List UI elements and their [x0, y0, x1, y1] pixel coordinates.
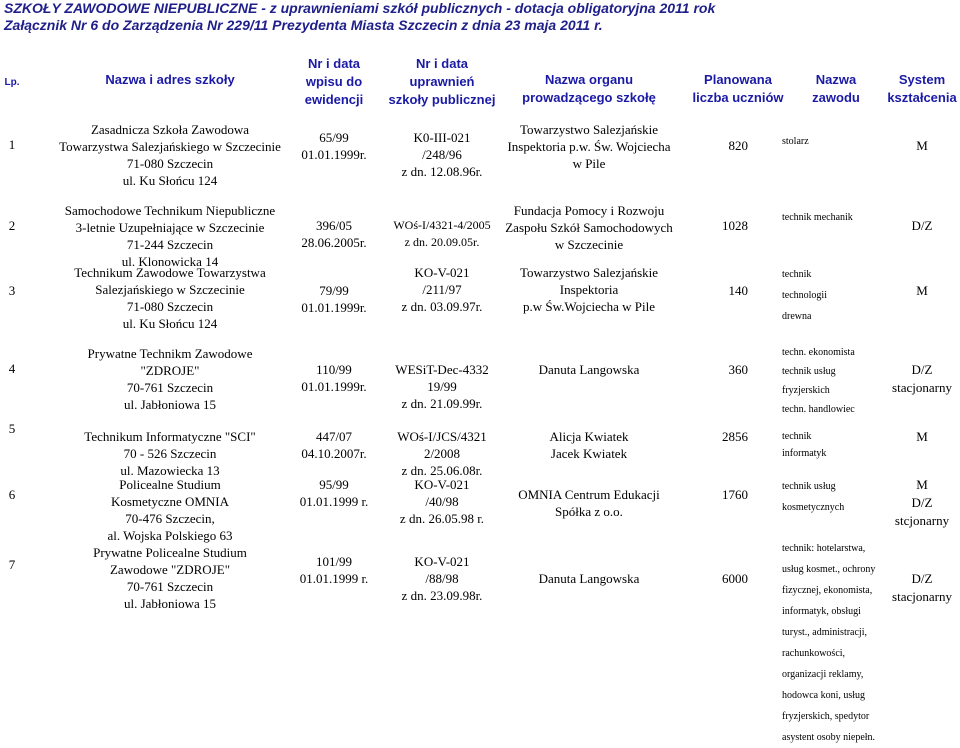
school-name-line: Kosmetyczne OMNIA [110, 494, 230, 509]
header-name: Nazwa i adres szkoły [105, 72, 235, 87]
organ-line: Fundacja Pomocy i Rozwoju [513, 203, 665, 218]
school-name-line: ul. Klonowicka 14 [121, 254, 219, 269]
profession-line: asystent osoby niepełn. [782, 732, 876, 743]
profession-line: turyst., administracji, [782, 627, 867, 638]
profession-line: technik usług [782, 481, 836, 492]
planned-students: 1028 [722, 218, 748, 233]
school-name-line: 71-244 Szczecin [126, 237, 214, 252]
permission-line: z dn. 25.06.08r. [401, 463, 483, 478]
school-name-line: Salezjańskiego w Szczecinie [95, 282, 245, 297]
school-name-line: ul. Ku Słońcu 124 [122, 316, 218, 331]
school-name-line: ul. Ku Słońcu 124 [122, 173, 218, 188]
profession-line: fryzjerskich [782, 385, 830, 396]
school-name-line: Zasadnicza Szkoła Zawodowa [90, 122, 250, 137]
header-org: prowadzącego szkołę [522, 90, 656, 105]
organ-line: w Pile [572, 156, 606, 171]
school-name-line: 70-761 Szczecin [126, 380, 214, 395]
permission-line: WESiT-Dec-4332 [395, 362, 489, 377]
registration-line: 396/05 [315, 218, 353, 233]
header-prof: Nazwa [815, 72, 857, 87]
education-system: stcjonarny [894, 513, 950, 528]
row-number: 6 [8, 487, 16, 502]
permission-line: z dn. 26.05.98 r. [399, 511, 485, 526]
row-number: 4 [8, 361, 16, 376]
profession-line: techn. handlowiec [782, 404, 855, 415]
profession-line: technik mechanik [782, 212, 853, 223]
permission-line: WOś-I/4321-4/2005 [393, 218, 491, 232]
header-org: Nazwa organu [544, 72, 634, 87]
organ-line: Danuta Langowska [538, 571, 640, 586]
school-name-line: Technikum Informatyczne "SCI" [84, 429, 256, 444]
profession-line: organizacji reklamy, [782, 669, 864, 680]
school-name-line: 70-761 Szczecin [126, 579, 214, 594]
education-system: M [916, 138, 928, 153]
planned-students: 360 [728, 362, 748, 377]
education-system: M [916, 477, 928, 492]
school-name-line: Technikum Zawodowe Towarzystwa [74, 265, 266, 280]
row-number: 5 [8, 421, 16, 436]
school-name-line: 71-080 Szczecin [126, 156, 214, 171]
education-system: D/Z [911, 571, 933, 586]
organ-line: OMNIA Centrum Edukacji [518, 487, 660, 502]
education-system: stacjonarny [892, 589, 952, 604]
registration-line: 28.06.2005r. [301, 235, 367, 250]
row-number: 2 [8, 218, 16, 233]
school-name-line: ul. Jabłoniowa 15 [123, 596, 217, 611]
registration-line: 95/99 [319, 477, 349, 492]
permission-line: K0-III-021 [413, 130, 471, 145]
education-system: stacjonarny [892, 380, 952, 395]
profession-line: technologii [782, 290, 827, 301]
permission-line: /40/98 [425, 494, 459, 509]
profession-line: fryzjerskich, spedytor [782, 711, 870, 722]
school-name-line: "ZDROJE" [140, 363, 200, 378]
organ-line: p.w Św.Wojciecha w Pile [522, 299, 656, 314]
school-name-line: Prywatne Policealne Studium [93, 545, 247, 560]
school-name-line: ul. Jabłoniowa 15 [123, 397, 217, 412]
permission-line: 2/2008 [423, 446, 461, 461]
permission-line: /211/97 [422, 282, 462, 297]
registration-line: 101/99 [315, 554, 353, 569]
profession-line: informatyk [782, 448, 827, 459]
profession-line: stolarz [782, 136, 809, 147]
permission-line: z dn. 03.09.97r. [401, 299, 483, 314]
header-perm: uprawnień [409, 74, 475, 89]
registration-line: 01.01.1999r. [301, 300, 367, 315]
row-number: 1 [8, 137, 16, 152]
planned-students: 2856 [722, 429, 748, 444]
school-name-line: Zawodowe "ZDROJE" [109, 562, 231, 577]
education-system: M [916, 283, 928, 298]
header-sys: System [898, 72, 946, 87]
permission-line: KO-V-021 [414, 477, 470, 492]
permission-line: KO-V-021 [414, 265, 470, 280]
permission-line: z dn. 23.09.98r. [401, 588, 483, 603]
profession-line: technik [782, 269, 812, 280]
profession-line: techn. ekonomista [782, 347, 855, 358]
school-name-line: 3-letnie Uzupełniające w Szczecinie [75, 220, 265, 235]
profession-line: technik usług [782, 366, 836, 377]
profession-line: usług kosmet., ochrony [782, 564, 876, 575]
header-perm: Nr i data [415, 56, 469, 71]
registration-line: 110/99 [316, 362, 352, 377]
organ-line: w Szczecinie [554, 237, 624, 252]
document-subtitle: Załącznik Nr 6 do Zarządzenia Nr 229/11 Prezydenta Miasta Szczecin z dnia 23 maja 2011 r. [4, 17, 603, 33]
profession-line: hodowca koni, usług [782, 690, 866, 701]
planned-students: 6000 [722, 571, 748, 586]
registration-line: 65/99 [319, 130, 349, 145]
row-number: 3 [8, 283, 16, 298]
education-system: D/Z [911, 362, 933, 377]
permission-line: KO-V-021 [414, 554, 470, 569]
organ-line: Alicja Kwiatek [549, 429, 629, 444]
registration-line: 01.01.1999 r. [299, 571, 369, 586]
school-name-line: 70 - 526 Szczecin [123, 446, 217, 461]
school-name-line: ul. Mazowiecka 13 [120, 463, 220, 478]
header-perm: szkoły publicznej [388, 92, 496, 107]
permission-line: /88/98 [425, 571, 459, 586]
permission-line: z dn. 20.09.05r. [404, 235, 480, 249]
profession-line: fizycznej, ekonomista, [782, 585, 873, 596]
school-name-line: Policealne Studium [119, 477, 221, 492]
header-lp: Lp. [4, 77, 20, 88]
registration-line: 01.01.1999 r. [299, 494, 369, 509]
header-sys: kształcenia [887, 90, 957, 105]
profession-line: drewna [782, 311, 812, 322]
planned-students: 820 [728, 138, 748, 153]
education-system: D/Z [911, 218, 933, 233]
profession-line: technik: hotelarstwa, [782, 543, 866, 554]
header-reg: ewidencji [304, 92, 364, 107]
organ-line: Towarzystwo Salezjańskie [519, 265, 659, 280]
education-system: M [916, 429, 928, 444]
education-system: D/Z [911, 495, 933, 510]
registration-line: 447/07 [315, 429, 353, 444]
school-name-line: 70-476 Szczecin, [125, 511, 215, 526]
organ-line: Spółka z o.o. [555, 504, 623, 519]
header-plan: liczba uczniów [692, 90, 784, 105]
registration-line: 01.01.1999r. [301, 379, 367, 394]
profession-line: informatyk, obsługi [782, 606, 861, 617]
permission-line: 19/99 [427, 379, 457, 394]
organ-line: Jacek Kwiatek [550, 446, 628, 461]
organ-line: Zaspołu Szkół Samochodowych [505, 220, 673, 235]
profession-line: kosmetycznych [782, 502, 845, 513]
school-name-line: 71-080 Szczecin [126, 299, 214, 314]
permission-line: /248/96 [422, 147, 462, 162]
organ-line: Towarzystwo Salezjańskie [519, 122, 659, 137]
planned-students: 140 [728, 283, 748, 298]
registration-line: 01.01.1999r. [301, 147, 367, 162]
row-number: 7 [8, 557, 16, 572]
registration-line: 04.10.2007r. [301, 446, 367, 461]
registration-line: 79/99 [319, 283, 349, 298]
school-name-line: Samochodowe Technikum Niepubliczne [64, 203, 276, 218]
planned-students: 1760 [722, 487, 748, 502]
school-name-line: Prywatne Technikm Zawodowe [87, 346, 253, 361]
header-plan: Planowana [704, 72, 772, 87]
header-reg: Nr i data [307, 56, 361, 71]
school-name-line: Towarzystwa Salezjańskiego w Szczecinie [59, 139, 281, 154]
profession-line: technik [782, 431, 812, 442]
organ-line: Inspektoria p.w. Św. Wojciecha [507, 139, 671, 154]
permission-line: WOś-I/JCS/4321 [397, 429, 487, 444]
document-title: SZKOŁY ZAWODOWE NIEPUBLICZNE - z uprawnieniami szkół publicznych - dotacja obligatoryjna 2011 rok [4, 0, 716, 16]
organ-line: Inspektoria [559, 282, 619, 297]
school-name-line: al. Wojska Polskiego 63 [107, 528, 233, 543]
permission-line: z dn. 21.09.99r. [401, 396, 483, 411]
organ-line: Danuta Langowska [538, 362, 640, 377]
permission-line: z dn. 12.08.96r. [401, 164, 483, 179]
header-reg: wpisu do [305, 74, 363, 89]
header-prof: zawodu [812, 90, 860, 105]
profession-line: rachunkowości, [782, 648, 846, 659]
